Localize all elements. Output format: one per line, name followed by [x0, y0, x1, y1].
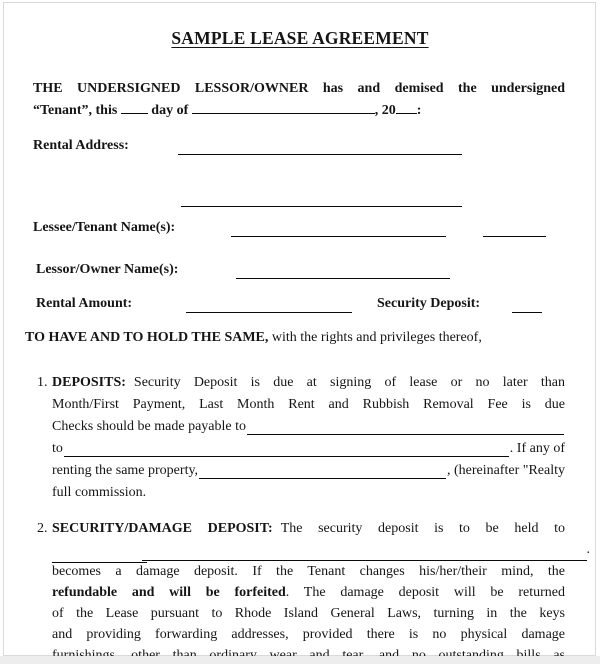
intro-line2-year: , 20	[374, 103, 396, 118]
rental-address-field[interactable]	[178, 138, 462, 155]
habendum-rest: with the rights and privileges thereof,	[268, 330, 482, 345]
payable-to-field[interactable]	[247, 421, 564, 435]
lessor-owner-field[interactable]	[236, 262, 450, 279]
forfeited-bold-text: refundable and will be forfeited	[52, 585, 286, 600]
lessor-owner-row	[0, 262, 600, 284]
intro-line2-mid: day of	[151, 103, 189, 118]
clause-1-line-1	[52, 372, 565, 394]
month-blank-field[interactable]	[192, 111, 375, 114]
clause-1-heading: DEPOSITS:	[52, 375, 126, 390]
habendum-clause	[25, 330, 570, 352]
payable-to-text: Checks should be made payable to	[52, 419, 247, 434]
clause-2-line-4	[52, 582, 565, 603]
clause-2-line-1	[52, 518, 565, 540]
habendum-bold: TO HAVE AND TO HOLD THE SAME,	[25, 330, 269, 345]
lessor-owner-label: Lessor/Owner Name(s):	[36, 262, 179, 277]
lessee-tenant-label: Lessee/Tenant Name(s):	[33, 220, 176, 235]
scan-bottom-strip	[0, 656, 600, 664]
security-deposit-label: Security Deposit:	[377, 296, 481, 311]
clause-2-number: 2.	[37, 521, 48, 536]
blank-line-period: .	[586, 542, 590, 557]
clause-2-line-6: and providing forwarding addresses, provided there is no physical damage	[52, 627, 565, 642]
clause-1-number: 1.	[37, 375, 48, 390]
lessee-tenant-field[interactable]	[231, 220, 446, 237]
clause-1-line-2: Month/First Payment, Last Month Rent and Rubbish Removal Fee is due	[52, 397, 565, 412]
intro-line-1: THE UNDERSIGNED LESSOR/OWNER has and demised the undersigned	[33, 81, 565, 96]
clause-2-line-1-text: The security deposit is to be held to	[280, 521, 565, 536]
intro-line2-end: :	[416, 103, 422, 118]
if-any-of-text: . If any of	[509, 441, 565, 456]
clause-2-line-5: of the Lease pursuant to Rhode Island General Laws, turning in the keys	[52, 606, 565, 621]
document-header	[0, 0, 600, 52]
renting-property-text: renting the same property,	[52, 463, 199, 478]
security-deposit-field[interactable]	[512, 296, 542, 313]
clause-1-line-4	[52, 438, 565, 460]
rental-amount-field[interactable]	[186, 296, 352, 313]
year-blank-field[interactable]	[396, 111, 417, 114]
clause-2-heading: SECURITY/DAMAGE DEPOSIT:	[52, 521, 273, 536]
hereinafter-text: , (hereinafter "Realty	[446, 463, 565, 478]
clause-2-blank-line	[52, 540, 590, 561]
lessee-tenant-row	[0, 220, 600, 242]
clause-1-line-3	[52, 416, 565, 438]
rental-amount-label: Rental Amount:	[36, 296, 133, 311]
intro-paragraph	[33, 78, 565, 122]
rental-address-field-2[interactable]	[181, 190, 462, 207]
intro-line-2	[33, 100, 565, 122]
lessee-tenant-field-2[interactable]	[483, 220, 546, 237]
clause-1-line-5	[52, 460, 565, 482]
page-title: SAMPLE LEASE AGREEMENT	[171, 28, 429, 48]
rental-address-row-2	[0, 190, 600, 212]
clause-2-security-deposit	[37, 518, 590, 666]
clause-1-deposits	[37, 372, 565, 504]
day-blank-field[interactable]	[121, 111, 148, 114]
clause-1-line-1-text: Security Deposit is due at signing of lease or no later than	[133, 375, 565, 390]
to-text: to	[52, 441, 63, 456]
rental-address-row	[0, 138, 600, 160]
intro-line2-prefix: “Tenant”, this	[33, 103, 118, 118]
clause-2-line-3: becomes a damage deposit. If the Tenant changes his/her/their mind, the	[52, 564, 565, 579]
clause-1-line-6: full commission.	[52, 485, 147, 500]
rental-amount-row	[0, 296, 600, 318]
to-field[interactable]	[64, 443, 509, 457]
clause-2-line-4-rest: . The damage deposit will be returned	[285, 585, 565, 600]
rental-address-label: Rental Address:	[33, 138, 129, 153]
held-to-field-1[interactable]	[52, 557, 147, 563]
renting-property-field[interactable]	[199, 465, 446, 479]
